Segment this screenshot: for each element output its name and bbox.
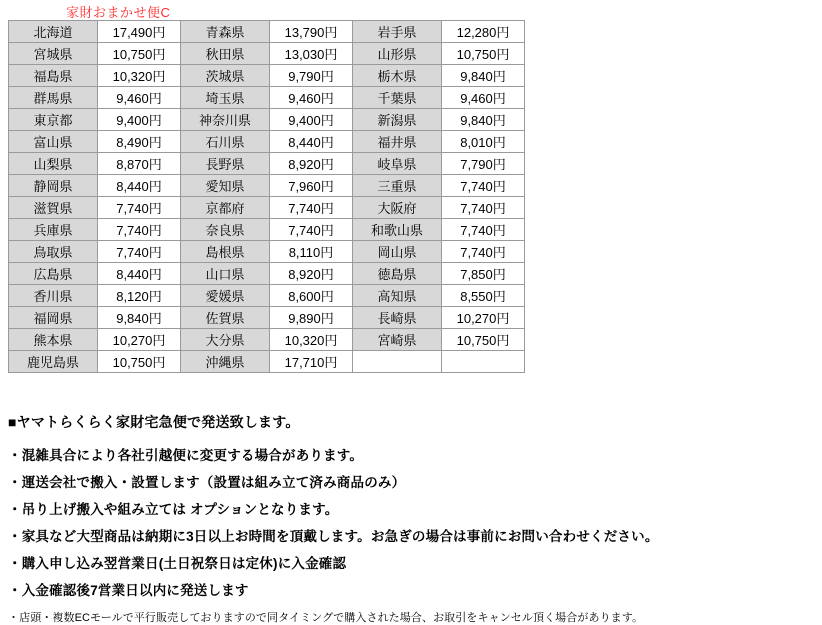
prefecture-cell: 群馬県 bbox=[9, 87, 98, 109]
price-cell: 9,840円 bbox=[442, 109, 525, 131]
empty-cell bbox=[442, 351, 525, 373]
prefecture-cell: 宮城県 bbox=[9, 43, 98, 65]
note-line: ・吊り上げ搬入や組み立ては オプションとなります。 bbox=[8, 502, 339, 517]
price-cell: 7,740円 bbox=[98, 219, 181, 241]
prefecture-cell: 長野県 bbox=[181, 153, 270, 175]
prefecture-cell: 鳥取県 bbox=[9, 241, 98, 263]
price-cell: 9,400円 bbox=[98, 109, 181, 131]
prefecture-cell: 佐賀県 bbox=[181, 307, 270, 329]
table-row bbox=[9, 307, 525, 329]
note-line: ・運送会社で搬入・設置します（設置は組み立て済み商品のみ） bbox=[8, 475, 406, 490]
price-cell: 10,750円 bbox=[442, 329, 525, 351]
table-row bbox=[9, 263, 525, 285]
note-line: ・購入申し込み翌営業日(土日祝祭日は定休)に入金確認 bbox=[8, 556, 347, 571]
prefecture-cell: 滋賀県 bbox=[9, 197, 98, 219]
price-cell: 8,920円 bbox=[270, 263, 353, 285]
prefecture-cell: 福井県 bbox=[353, 131, 442, 153]
prefecture-cell: 秋田県 bbox=[181, 43, 270, 65]
table-row bbox=[9, 131, 525, 153]
price-cell: 7,740円 bbox=[270, 219, 353, 241]
note-line: ・入金確認後7営業日以内に発送します bbox=[8, 583, 249, 598]
page-title: 家財おまかせ便C bbox=[66, 5, 171, 20]
price-cell: 8,440円 bbox=[98, 263, 181, 285]
price-cell: 7,740円 bbox=[442, 175, 525, 197]
prefecture-cell: 兵庫県 bbox=[9, 219, 98, 241]
table-body bbox=[9, 21, 525, 373]
prefecture-cell: 島根県 bbox=[181, 241, 270, 263]
price-cell: 10,270円 bbox=[98, 329, 181, 351]
prefecture-cell: 福岡県 bbox=[9, 307, 98, 329]
price-cell: 9,460円 bbox=[442, 87, 525, 109]
table-row bbox=[9, 241, 525, 263]
prefecture-cell: 山口県 bbox=[181, 263, 270, 285]
prefecture-cell: 奈良県 bbox=[181, 219, 270, 241]
table-row bbox=[9, 351, 525, 373]
price-cell: 17,710円 bbox=[270, 351, 353, 373]
price-cell: 8,550円 bbox=[442, 285, 525, 307]
price-cell: 7,740円 bbox=[98, 197, 181, 219]
price-cell: 7,790円 bbox=[442, 153, 525, 175]
prefecture-cell: 宮崎県 bbox=[353, 329, 442, 351]
price-cell: 10,750円 bbox=[98, 351, 181, 373]
prefecture-cell: 静岡県 bbox=[9, 175, 98, 197]
price-cell: 8,920円 bbox=[270, 153, 353, 175]
prefecture-cell: 岡山県 bbox=[353, 241, 442, 263]
price-cell: 7,740円 bbox=[98, 241, 181, 263]
prefecture-cell: 石川県 bbox=[181, 131, 270, 153]
price-cell: 8,490円 bbox=[98, 131, 181, 153]
table-row bbox=[9, 153, 525, 175]
prefecture-cell: 富山県 bbox=[9, 131, 98, 153]
notes-section bbox=[8, 412, 808, 625]
prefecture-cell: 鹿児島県 bbox=[9, 351, 98, 373]
prefecture-cell: 香川県 bbox=[9, 285, 98, 307]
price-cell: 8,010円 bbox=[442, 131, 525, 153]
price-cell: 10,270円 bbox=[442, 307, 525, 329]
note-line: ・家具など大型商品は納期に3日以上お時間を頂戴します。お急ぎの場合は事前にお問い合わせください。 bbox=[8, 529, 659, 544]
price-cell: 13,030円 bbox=[270, 43, 353, 65]
prefecture-cell: 東京都 bbox=[9, 109, 98, 131]
table-row bbox=[9, 109, 525, 131]
price-cell: 13,790円 bbox=[270, 21, 353, 43]
prefecture-cell: 熊本県 bbox=[9, 329, 98, 351]
price-cell: 9,400円 bbox=[270, 109, 353, 131]
prefecture-cell: 栃木県 bbox=[353, 65, 442, 87]
price-cell: 8,440円 bbox=[270, 131, 353, 153]
prefecture-cell: 神奈川県 bbox=[181, 109, 270, 131]
price-cell: 9,840円 bbox=[442, 65, 525, 87]
table-row bbox=[9, 43, 525, 65]
prefecture-cell: 京都府 bbox=[181, 197, 270, 219]
notes-heading: ■ヤマトらくらく家財宅急便で発送致します。 bbox=[8, 414, 300, 430]
price-cell: 7,740円 bbox=[442, 219, 525, 241]
note-line: ・混雑具合により各社引越便に変更する場合があります。 bbox=[8, 448, 364, 463]
prefecture-cell: 福島県 bbox=[9, 65, 98, 87]
prefecture-cell: 茨城県 bbox=[181, 65, 270, 87]
prefecture-cell: 三重県 bbox=[353, 175, 442, 197]
shipping-fee-table bbox=[8, 20, 525, 373]
prefecture-cell: 岩手県 bbox=[353, 21, 442, 43]
price-cell: 10,320円 bbox=[98, 65, 181, 87]
prefecture-cell: 和歌山県 bbox=[353, 219, 442, 241]
table-row bbox=[9, 197, 525, 219]
table-row bbox=[9, 219, 525, 241]
prefecture-cell: 広島県 bbox=[9, 263, 98, 285]
prefecture-cell: 徳島県 bbox=[353, 263, 442, 285]
prefecture-cell: 千葉県 bbox=[353, 87, 442, 109]
price-cell: 10,750円 bbox=[98, 43, 181, 65]
prefecture-cell: 大阪府 bbox=[353, 197, 442, 219]
price-cell: 8,110円 bbox=[270, 241, 353, 263]
price-cell: 8,870円 bbox=[98, 153, 181, 175]
price-cell: 7,740円 bbox=[442, 197, 525, 219]
prefecture-cell: 岐阜県 bbox=[353, 153, 442, 175]
empty-cell bbox=[353, 351, 442, 373]
prefecture-cell: 大分県 bbox=[181, 329, 270, 351]
price-cell: 9,460円 bbox=[98, 87, 181, 109]
prefecture-cell: 青森県 bbox=[181, 21, 270, 43]
table-row bbox=[9, 329, 525, 351]
price-cell: 10,320円 bbox=[270, 329, 353, 351]
prefecture-cell: 愛知県 bbox=[181, 175, 270, 197]
prefecture-cell: 愛媛県 bbox=[181, 285, 270, 307]
price-cell: 8,440円 bbox=[98, 175, 181, 197]
table-row bbox=[9, 175, 525, 197]
prefecture-cell: 山梨県 bbox=[9, 153, 98, 175]
price-cell: 8,120円 bbox=[98, 285, 181, 307]
prefecture-cell: 長崎県 bbox=[353, 307, 442, 329]
price-cell: 9,790円 bbox=[270, 65, 353, 87]
table-row bbox=[9, 21, 525, 43]
prefecture-cell: 新潟県 bbox=[353, 109, 442, 131]
price-cell: 9,840円 bbox=[98, 307, 181, 329]
table-row bbox=[9, 65, 525, 87]
price-cell: 7,740円 bbox=[442, 241, 525, 263]
table-row bbox=[9, 87, 525, 109]
prefecture-cell: 沖縄県 bbox=[181, 351, 270, 373]
price-cell: 7,850円 bbox=[442, 263, 525, 285]
price-cell: 9,890円 bbox=[270, 307, 353, 329]
note-fine-print: ・店頭・複数ECモールで平行販売しておりますので同タイミングで購入された場合、お取引をキャンセル頂く場合があります。 bbox=[8, 612, 644, 624]
price-cell: 17,490円 bbox=[98, 21, 181, 43]
price-cell: 10,750円 bbox=[442, 43, 525, 65]
price-cell: 12,280円 bbox=[442, 21, 525, 43]
table-row bbox=[9, 285, 525, 307]
prefecture-cell: 北海道 bbox=[9, 21, 98, 43]
price-cell: 9,460円 bbox=[270, 87, 353, 109]
price-cell: 8,600円 bbox=[270, 285, 353, 307]
prefecture-cell: 高知県 bbox=[353, 285, 442, 307]
prefecture-cell: 山形県 bbox=[353, 43, 442, 65]
price-cell: 7,960円 bbox=[270, 175, 353, 197]
price-cell: 7,740円 bbox=[270, 197, 353, 219]
prefecture-cell: 埼玉県 bbox=[181, 87, 270, 109]
